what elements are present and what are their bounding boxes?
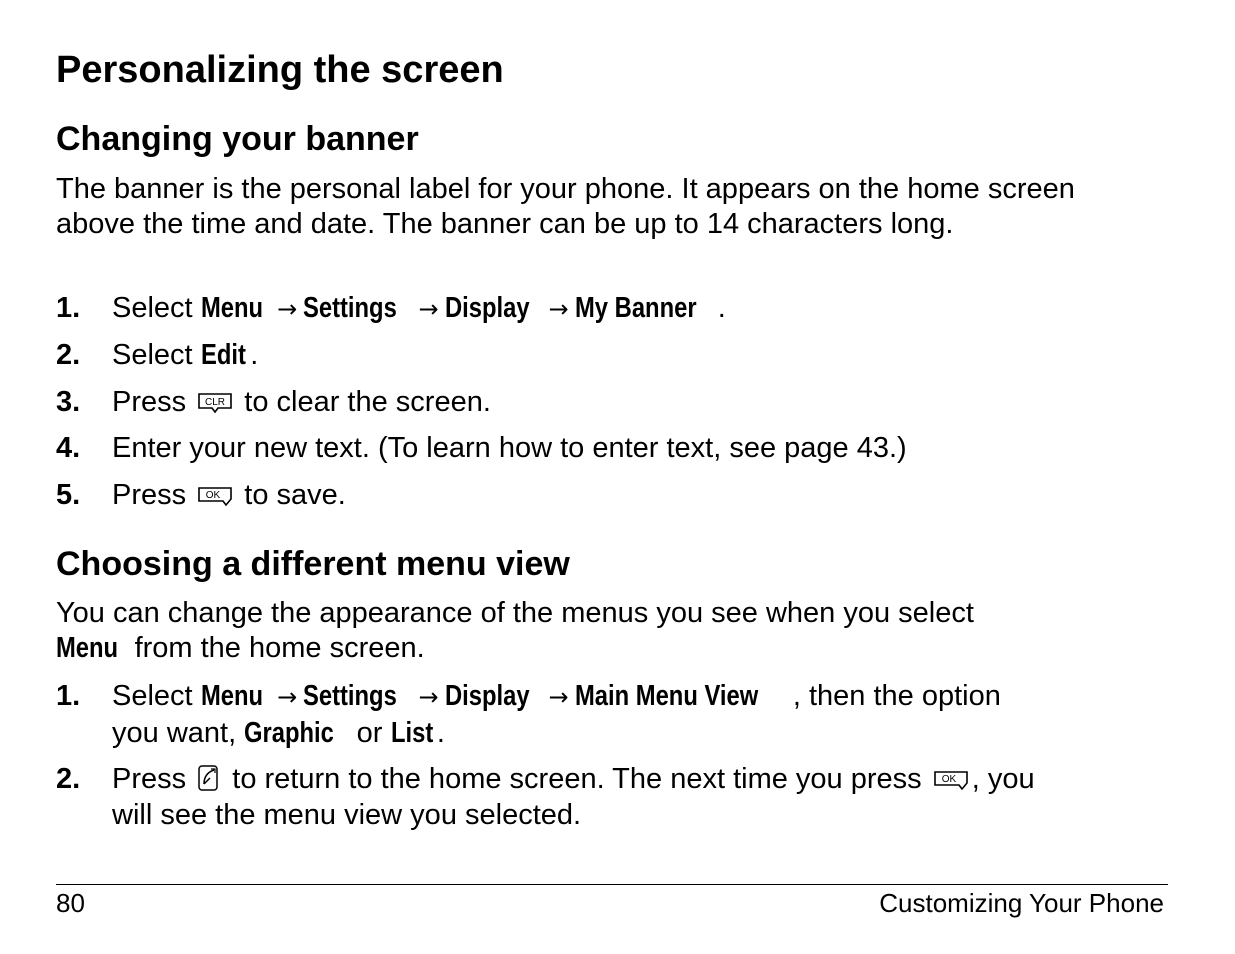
banner-step-4: 4. Enter your new text. (To learn how to enter text, see page 43.) — [56, 432, 907, 464]
step-number: 3. — [56, 386, 81, 418]
step-number: 2. — [56, 763, 81, 795]
svg-text:OK: OK — [205, 490, 221, 501]
page-title: Personalizing the screen — [56, 49, 504, 91]
banner-step-5: 5. Press OK to save. — [56, 479, 346, 511]
menu-item: Menu — [56, 632, 119, 664]
step-number: 1. — [56, 680, 81, 712]
menu-view-step-2: 2. Press to return to the home screen. The next time you press OK , you will see the menu view you selected. — [56, 763, 1035, 831]
ok-key-icon — [932, 768, 970, 792]
footer-divider — [56, 884, 1168, 885]
arrow-icon: → — [548, 295, 569, 323]
menu-path-item: My Banner — [574, 292, 697, 324]
section-intro-menu-view: You can change the appearance of the menus you see when you select Menu from the home screen. — [56, 597, 974, 664]
banner-step-2: 2. Select Edit . — [56, 339, 259, 371]
end-key-icon — [196, 764, 222, 792]
ok-key-icon — [196, 484, 234, 508]
arrow-icon: → — [418, 295, 439, 323]
menu-path-item: Settings — [303, 680, 398, 712]
menu-path-item: Display — [444, 292, 530, 324]
menu-view-step-1: 1. Select Menu → Settings → Display → Main Menu View , then the option you want, Graphic or List . — [56, 680, 1001, 749]
banner-step-3: 3. Press CLR to clear the screen. — [56, 386, 491, 418]
menu-path-item: Menu — [200, 680, 263, 712]
banner-step-1: 1. Select Menu → Settings → Display → My Banner . — [56, 292, 726, 324]
step-number: 4. — [56, 432, 81, 464]
menu-path-item: Settings — [303, 292, 398, 324]
section-heading-banner: Changing your banner — [56, 120, 419, 158]
arrow-icon: → — [418, 683, 439, 711]
svg-text:OK: OK — [941, 774, 956, 785]
section-heading-menu-view: Choosing a different menu view — [56, 545, 570, 583]
menu-path-item: Main Menu View — [574, 680, 758, 712]
menu-path-item: Menu — [200, 292, 263, 324]
page-number: 80 — [56, 888, 85, 918]
menu-item-edit: Edit — [200, 339, 246, 371]
step-number: 5. — [56, 479, 81, 511]
step-number: 2. — [56, 339, 81, 371]
svg-text:CLR: CLR — [205, 397, 226, 408]
step-number: 1. — [56, 292, 81, 324]
section-intro-banner: The banner is the personal label for your phone. It appears on the home screen above the time and date. The banner can be up to 14 characters long. — [56, 173, 1075, 240]
clr-key-icon — [196, 391, 234, 415]
option-list: List — [390, 717, 433, 749]
chapter-title: Customizing Your Phone — [879, 888, 1164, 918]
arrow-icon: → — [548, 683, 569, 711]
option-graphic: Graphic — [244, 717, 335, 749]
menu-path-item: Display — [444, 680, 530, 712]
arrow-icon: → — [277, 295, 298, 323]
arrow-icon: → — [277, 683, 298, 711]
